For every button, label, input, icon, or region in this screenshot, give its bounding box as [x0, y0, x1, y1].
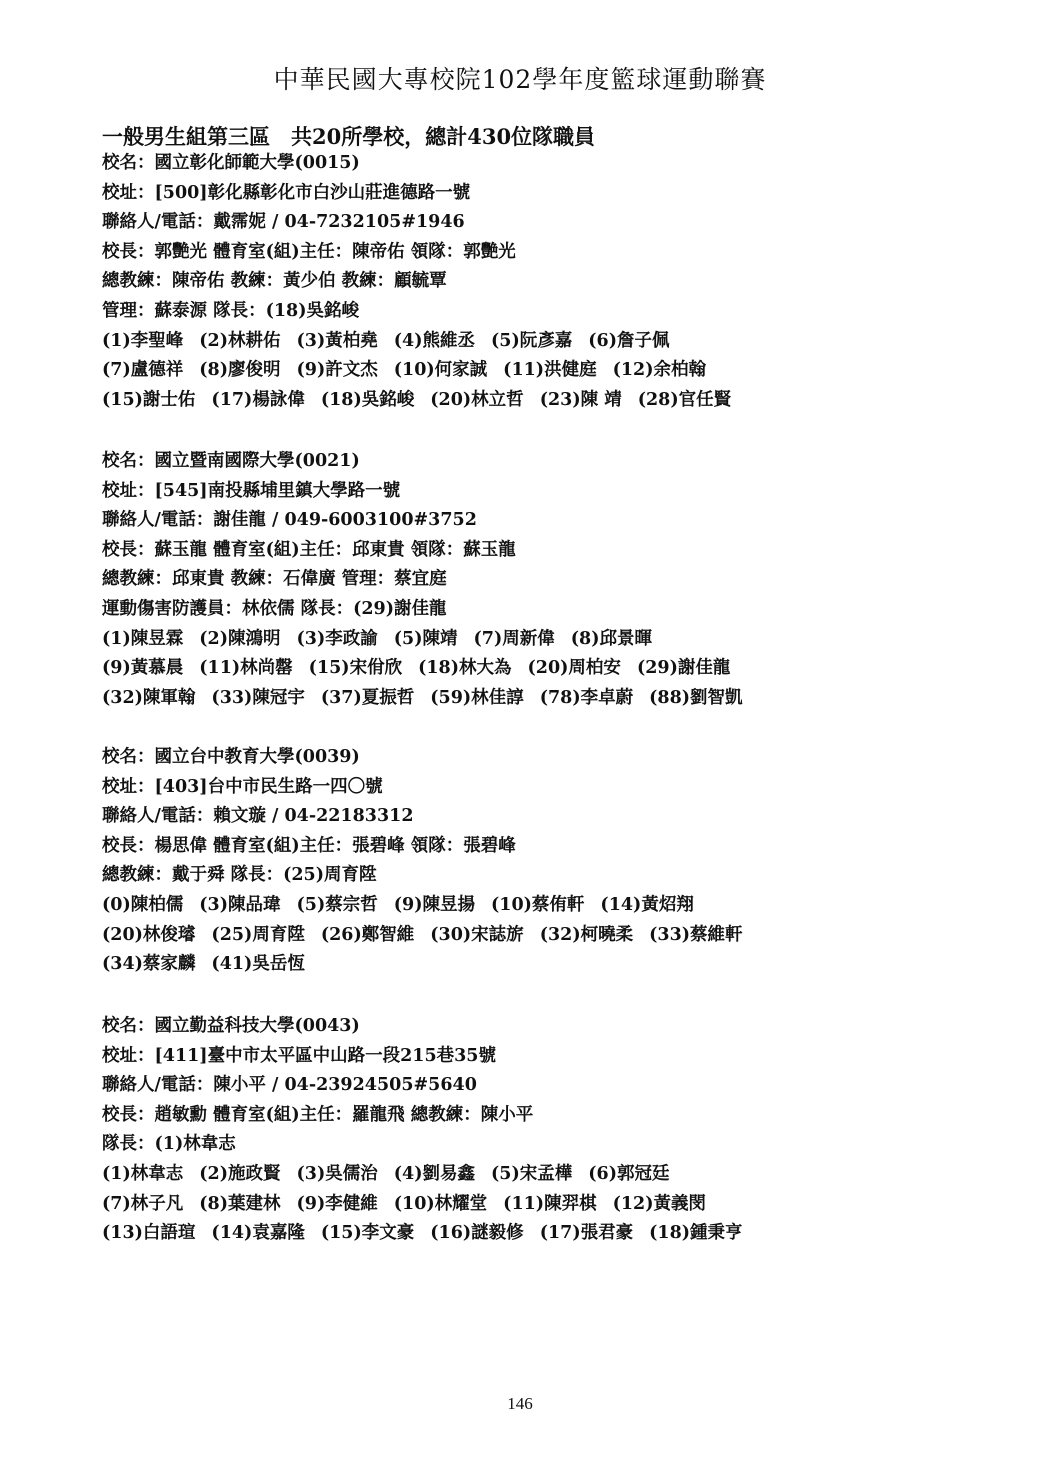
player-entry: (8)廖俊明	[199, 360, 281, 381]
player-entry: (9)陳昱揚	[393, 894, 475, 915]
player-entry: (5)蔡宗哲	[296, 894, 378, 915]
school-info-line: 校址：[411]臺中市太平區中山路一段215巷35號	[102, 1045, 496, 1066]
school-info-line: 校名：國立暨南國際大學(0021)	[102, 451, 360, 471]
player-entry: (3)吳儒治	[296, 1163, 378, 1184]
player-entry: (0)陳柏儒	[102, 894, 184, 915]
player-entry: (20)周柏安	[527, 658, 621, 679]
school-info-line: 聯絡人/電話：賴文璇 / 04-22183312	[102, 806, 414, 827]
player-entry: (14)黃炤翔	[600, 894, 694, 915]
page-number: 146	[507, 1394, 533, 1413]
school-block	[102, 1012, 982, 1249]
player-entry: (32)陳軍翰	[102, 687, 196, 708]
player-row	[102, 950, 982, 980]
player-entry: (20)林俊璿	[102, 924, 196, 945]
player-entry: (12)黃義閔	[612, 1193, 707, 1214]
player-entry: (78)李卓蔚	[539, 687, 634, 708]
player-row	[102, 1160, 982, 1190]
school-info-line: 校址：[500]彰化縣彰化市白沙山莊進德路一號	[102, 182, 471, 203]
player-entry: (1)李聖峰	[102, 330, 184, 351]
player-entry: (7)盧德祥	[102, 360, 184, 381]
player-entry: (11)洪健庭	[503, 360, 597, 381]
school-info-line: 校名：國立台中教育大學(0039)	[102, 747, 360, 767]
player-entry: (88)劉智凱	[649, 687, 743, 708]
player-entry: (6)詹子佩	[588, 330, 670, 351]
player-entry: (20)林立哲	[430, 389, 524, 410]
player-entry: (15)謝士佑	[102, 389, 196, 410]
document-title: 中華民國大專校院102學年度籃球運動聯賽	[273, 65, 767, 94]
player-entry: (32)柯曉柔	[539, 924, 634, 945]
school-info-line: 校長：蘇玉龍 體育室(組)主任：邱東貴 領隊：蘇玉龍	[102, 539, 516, 560]
player-row	[102, 1190, 982, 1220]
player-entry: (2)林耕佑	[199, 330, 281, 351]
player-entry: (37)夏振哲	[320, 687, 415, 708]
player-row	[102, 625, 982, 655]
school-info-line: 管理：蘇泰源 隊長：(18)吳銘峻	[102, 300, 360, 321]
player-entry: (25)周育陞	[211, 924, 305, 945]
player-entry: (41)吳岳恆	[211, 954, 305, 975]
player-entry: (10)林耀堂	[393, 1193, 488, 1214]
school-info-line: 聯絡人/電話：陳小平 / 04-23924505#5640	[102, 1075, 477, 1096]
player-entry: (9)許文杰	[296, 360, 378, 381]
player-row	[102, 356, 982, 386]
school-info-line: 總教練：邱東貴 教練：石偉廣 管理：蔡宜庭	[102, 569, 447, 590]
school-info-line: 校長：趙敏勳 體育室(組)主任：羅龍飛 總教練：陳小平	[102, 1104, 534, 1125]
player-entry: (1)陳昱霖	[102, 628, 184, 649]
player-entry: (8)邱景暉	[570, 628, 652, 649]
school-info-line: 校長：郭艷光 體育室(組)主任：陳帝佑 領隊：郭艷光	[102, 241, 516, 262]
player-entry: (7)周新偉	[473, 628, 555, 649]
school-block	[102, 149, 982, 415]
school-info-line: 聯絡人/電話：謝佳龍 / 049-6003100#3752	[102, 510, 477, 531]
player-entry: (4)劉易鑫	[393, 1163, 475, 1184]
player-entry: (5)陳靖	[393, 628, 458, 649]
player-entry: (4)熊維丞	[393, 330, 475, 351]
school-block	[102, 743, 982, 980]
player-entry: (17)楊詠偉	[211, 389, 305, 410]
player-entry: (3)李政諭	[296, 628, 378, 649]
player-entry: (15)李文豪	[320, 1223, 415, 1244]
player-entry: (6)郭冠廷	[588, 1163, 670, 1184]
player-entry: (10)蔡侑軒	[491, 894, 585, 915]
player-entry: (11)陳羿棋	[503, 1193, 597, 1214]
player-entry: (18)林大為	[418, 658, 512, 679]
school-info-line: 運動傷害防護員：林依儒 隊長：(29)謝佳龍	[102, 598, 447, 619]
player-entry: (33)陳冠宇	[211, 687, 305, 708]
school-info-line: 校址：[403]台中市民生路一四〇號	[102, 776, 383, 797]
player-entry: (5)宋孟樺	[491, 1163, 573, 1184]
player-entry: (3)陳品瑋	[199, 894, 281, 915]
player-entry: (30)宋誌旂	[430, 924, 524, 945]
player-entry: (3)黃柏堯	[296, 330, 378, 351]
player-entry: (9)李健維	[296, 1193, 378, 1214]
school-info-line: 校長：楊思偉 體育室(組)主任：張碧峰 領隊：張碧峰	[102, 835, 516, 856]
player-entry: (15)宋佾欣	[308, 658, 403, 679]
player-entry: (10)何家誠	[393, 360, 488, 381]
section-heading: 一般男生組第三區 共20所學校，總計430位隊職員	[102, 124, 596, 149]
school-block	[102, 447, 982, 713]
school-info-line: 校名：國立彰化師範大學(0015)	[102, 153, 360, 173]
player-row	[102, 386, 982, 416]
player-entry: (5)阮彥嘉	[491, 330, 573, 351]
player-entry: (11)林尚罄	[199, 658, 293, 679]
school-info-line: 校址：[545]南投縣埔里鎮大學路一號	[102, 480, 401, 501]
player-entry: (23)陳 靖	[539, 389, 622, 410]
player-entry: (28)官任賢	[637, 389, 732, 410]
school-info-line: 校名：國立勤益科技大學(0043)	[102, 1016, 360, 1036]
player-entry: (17)張君豪	[539, 1223, 634, 1244]
player-row	[102, 327, 982, 357]
player-entry: (9)黃慕晨	[102, 658, 184, 679]
player-entry: (18)吳銘峻	[320, 389, 415, 410]
school-info-line: 總教練：戴于舜 隊長：(25)周育陞	[102, 865, 377, 886]
school-info-line: 聯絡人/電話：戴霈妮 / 04-7232105#1946	[102, 212, 465, 233]
player-row	[102, 1219, 982, 1249]
player-row	[102, 891, 982, 921]
player-entry: (18)鍾秉亨	[649, 1223, 743, 1244]
player-entry: (14)袁嘉隆	[211, 1223, 305, 1244]
player-entry: (59)林佳諄	[430, 687, 524, 708]
player-entry: (2)施政賢	[199, 1163, 281, 1184]
player-entry: (13)白語瑄	[102, 1223, 196, 1244]
player-entry: (16)謎毅修	[430, 1223, 524, 1244]
player-entry: (1)林韋志	[102, 1163, 184, 1184]
player-entry: (8)葉建林	[199, 1193, 281, 1214]
player-row	[102, 921, 982, 951]
player-row	[102, 684, 982, 714]
school-info-line: 隊長：(1)林韋志	[102, 1134, 236, 1155]
player-row	[102, 654, 982, 684]
school-info-line: 總教練：陳帝佑 教練：黃少伯 教練：顧毓覃	[102, 271, 447, 292]
player-entry: (7)林子凡	[102, 1193, 184, 1214]
player-entry: (26)鄭智維	[320, 924, 415, 945]
player-entry: (2)陳鴻明	[199, 628, 281, 649]
player-entry: (29)謝佳龍	[636, 658, 731, 679]
player-entry: (34)蔡家麟	[102, 954, 196, 975]
player-entry: (33)蔡維軒	[649, 924, 743, 945]
player-entry: (12)余柏翰	[612, 360, 707, 381]
